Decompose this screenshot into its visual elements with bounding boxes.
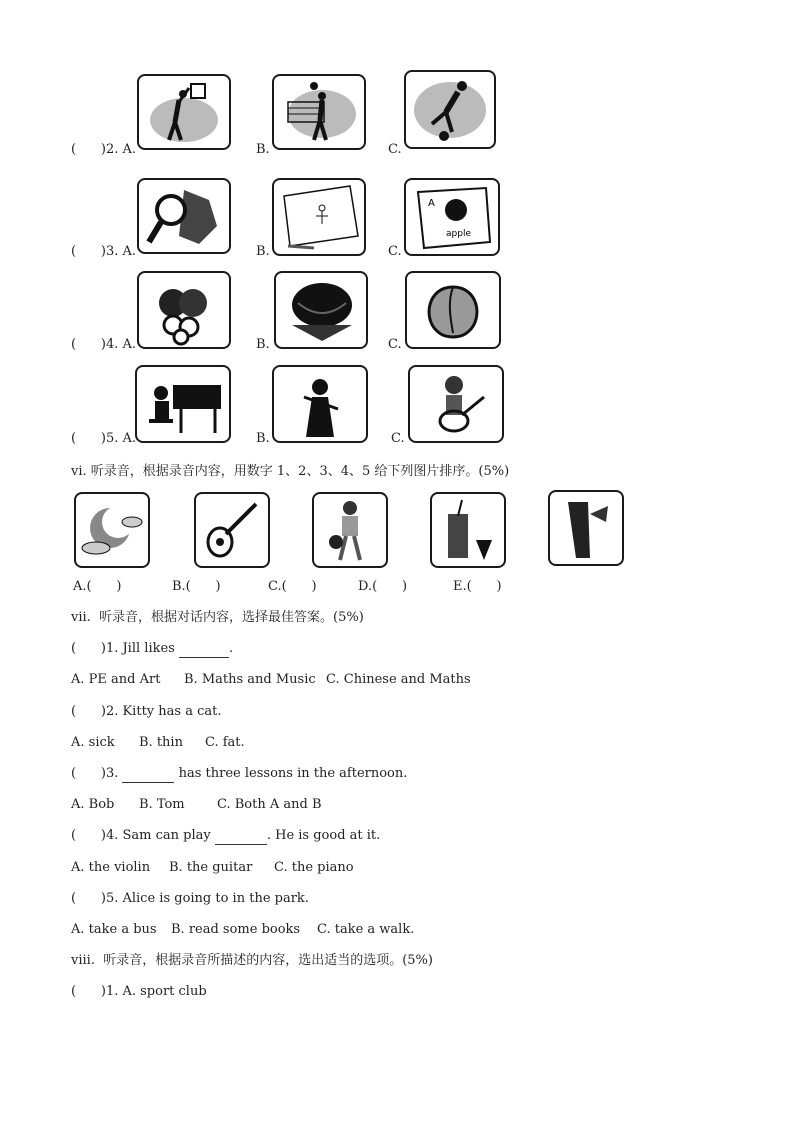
vii-q3-stem <box>71 766 407 783</box>
vii-q1-option-a: A. PE and Art <box>71 672 161 687</box>
option-b-label: B. <box>256 431 270 446</box>
magnifier-leaf-icon <box>139 180 229 252</box>
q5-image-b <box>272 365 368 443</box>
answer-paren[interactable]: ( ) <box>71 244 106 259</box>
answer-paren[interactable]: ( ) <box>71 828 106 843</box>
q5-row <box>71 431 136 447</box>
vi-image-b <box>194 492 270 568</box>
vii-q1-option-b: B. Maths and Music <box>184 672 316 687</box>
q4-image-c <box>405 271 501 349</box>
q2-image-c <box>404 70 496 149</box>
vi-label-b[interactable]: B.( ) <box>172 579 221 594</box>
piano-player-icon <box>137 367 229 441</box>
vii-q1-option-c: C. Chinese and Maths <box>326 672 471 687</box>
vii-q4-option-c: C. the piano <box>274 860 354 875</box>
answer-paren[interactable]: ( ) <box>71 337 106 352</box>
vi-image-e <box>548 490 624 566</box>
vii-q5-option-b: B. read some books <box>171 922 301 937</box>
question-number: 2. A. <box>105 142 136 157</box>
vii-q4-stem <box>71 828 380 845</box>
vii-q2-option-b: B. thin <box>139 735 183 750</box>
section-vi-title: vi. 听录音，根据录音内容，用数字 1、2、3、4、5 给下列图片排序。(5%) <box>71 464 510 479</box>
q2-row <box>71 142 136 158</box>
answer-paren[interactable]: ( ) <box>71 431 106 446</box>
option-c-label: C. <box>388 142 402 157</box>
fill-blank[interactable] <box>215 828 267 845</box>
svg-text:A: A <box>428 198 435 209</box>
moon-clouds-icon <box>76 494 148 566</box>
vii-q2-option-a: A. sick <box>71 735 115 750</box>
stem-text: . <box>228 641 234 656</box>
viii-q1-text: 1. A. sport club <box>105 984 207 999</box>
q3-image-c <box>404 178 500 256</box>
grapes-icon <box>139 273 229 347</box>
apple-card-icon <box>406 180 498 254</box>
option-b-label: B. <box>256 244 270 259</box>
vi-label-c[interactable]: C.( ) <box>268 579 317 594</box>
answer-paren[interactable]: ( ) <box>71 766 106 781</box>
drawing-on-paper-icon <box>274 180 364 254</box>
vii-q5-option-c: C. take a walk. <box>317 922 415 937</box>
option-b-label: B. <box>256 337 270 352</box>
football-player-icon <box>406 72 494 147</box>
section-viii-title: viii. 听录音，根据录音所描述的内容，选出适当的选项。(5%) <box>71 953 433 968</box>
peach-icon <box>407 273 499 347</box>
tree-trunk-icon <box>550 492 622 564</box>
vii-q3-option-c: C. Both A and B <box>217 797 322 812</box>
stem-text: 2. Kitty has a cat. <box>105 704 222 719</box>
question-number: 4. A. <box>105 337 136 352</box>
q3-row <box>71 244 136 260</box>
basketball-player-icon <box>139 76 229 148</box>
stem-text: 5. Alice is going to in the park. <box>105 891 309 906</box>
vii-q4-option-a: A. the violin <box>71 860 151 875</box>
vii-q3-option-b: B. Tom <box>139 797 185 812</box>
q4-image-a <box>137 271 231 349</box>
q5-image-c <box>408 365 504 443</box>
answer-paren[interactable]: ( ) <box>71 891 106 906</box>
fill-blank[interactable] <box>179 641 229 658</box>
q4-row <box>71 337 136 353</box>
question-number: 3. A. <box>105 244 136 259</box>
option-c-label: C. <box>388 337 402 352</box>
stem-text: 3. <box>105 766 123 781</box>
stem-text: 1. Jill likes <box>105 641 179 656</box>
fill-blank[interactable] <box>122 766 174 783</box>
q3-image-b <box>272 178 366 256</box>
boy-basketball-icon <box>314 494 386 566</box>
answer-paren[interactable]: ( ) <box>71 704 106 719</box>
q2-image-b <box>272 74 366 150</box>
vii-q4-option-b: B. the guitar <box>169 860 253 875</box>
question-number: 5. A. <box>105 431 136 446</box>
svg-text:apple: apple <box>446 229 471 239</box>
violin-player-icon <box>274 367 366 441</box>
watermelon-icon <box>276 273 366 347</box>
vi-image-d <box>430 492 506 568</box>
drink-strawberry-icon <box>432 494 504 566</box>
vii-q1-stem <box>71 641 233 658</box>
option-b-label: B. <box>256 142 270 157</box>
vi-label-d[interactable]: D.( ) <box>358 579 408 594</box>
q2-image-a <box>137 74 231 150</box>
section-vii-title: vii. 听录音，根据对话内容，选择最佳答案。(5%) <box>71 610 364 625</box>
viii-q1 <box>71 984 207 1000</box>
q3-image-a <box>137 178 231 254</box>
q4-image-b <box>274 271 368 349</box>
stem-text: 4. Sam can play <box>105 828 215 843</box>
vii-q5-option-a: A. take a bus <box>71 922 157 937</box>
vii-q5-stem <box>71 891 309 907</box>
answer-paren[interactable]: ( ) <box>71 142 106 157</box>
q5-image-a <box>135 365 231 443</box>
guitar-boy-icon <box>410 367 502 441</box>
vi-label-a[interactable]: A.( ) <box>73 579 122 594</box>
vii-q2-option-c: C. fat. <box>205 735 245 750</box>
vii-q2-stem <box>71 704 221 720</box>
vi-image-c <box>312 492 388 568</box>
volleyball-player-icon <box>274 76 364 148</box>
vi-label-e[interactable]: E.( ) <box>453 579 502 594</box>
answer-paren[interactable]: ( ) <box>71 641 106 656</box>
answer-paren[interactable]: ( ) <box>71 984 106 999</box>
option-c-label: C. <box>391 431 405 446</box>
stem-text: has three lessons in the afternoon. <box>174 766 408 781</box>
stem-text: . He is good at it. <box>266 828 381 843</box>
option-c-label: C. <box>388 244 402 259</box>
guitar-icon <box>196 494 268 566</box>
vi-image-a <box>74 492 150 568</box>
vii-q3-option-a: A. Bob <box>71 797 115 812</box>
